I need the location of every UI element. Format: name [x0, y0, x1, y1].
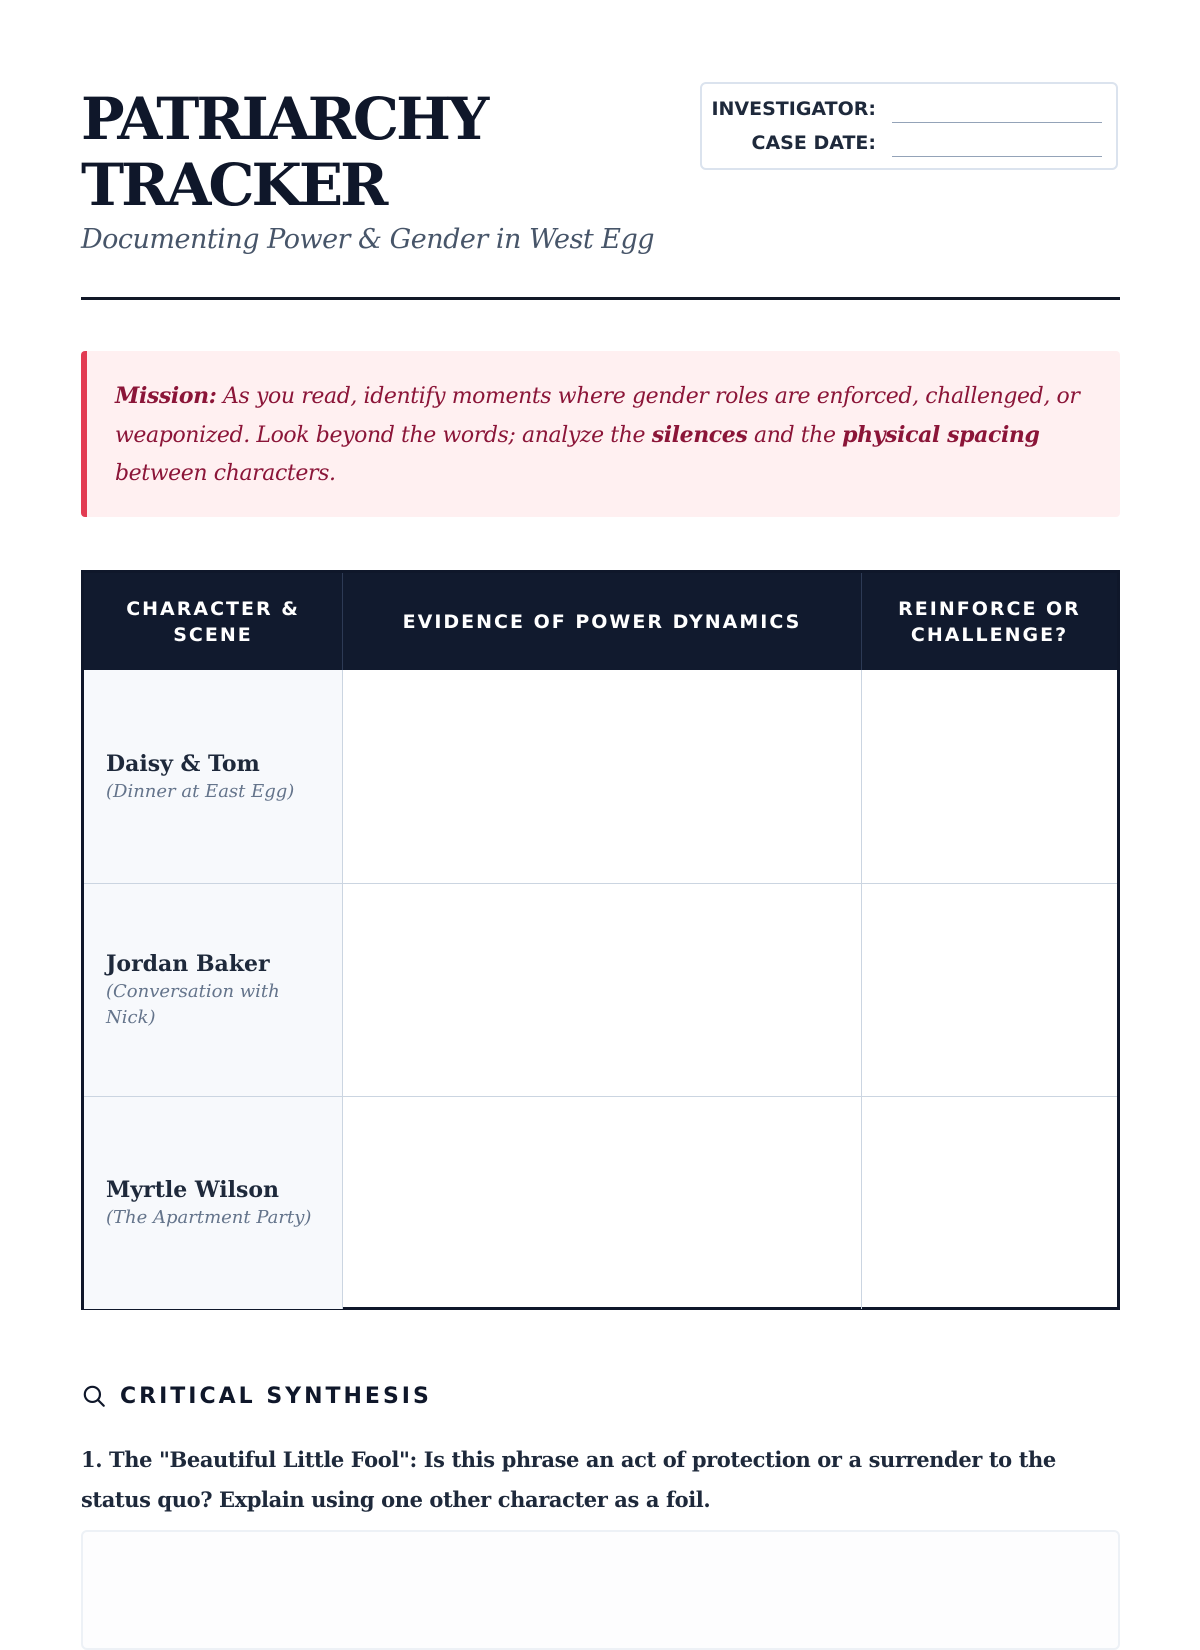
mission-text-1: As you read, identify moments where gender roles are enforced, challenged, or weaponized. Look beyond the words; analyze the — [115, 384, 1080, 448]
mission-callout — [81, 351, 1120, 517]
investigator-field[interactable] — [892, 122, 1102, 123]
column-header-evidence: EVIDENCE OF POWER DYNAMICS — [343, 573, 862, 670]
title-line-2: TRACKER — [81, 151, 386, 219]
table-row — [84, 1096, 1117, 1309]
investigator-box — [700, 82, 1118, 170]
column-header-character: CHARACTER & SCENE — [84, 573, 343, 670]
worksheet-page — [81, 0, 1120, 1600]
table-row — [84, 670, 1117, 883]
search-icon — [81, 1383, 107, 1409]
mission-text-2: and the — [747, 423, 843, 448]
character-info — [106, 1175, 320, 1231]
section-title: CRITICAL SYNTHESIS — [120, 1383, 432, 1409]
mission-text-3: between characters. — [115, 461, 336, 486]
synthesis-question-1: 1. The "Beautiful Little Fool": Is this phrase an act of protection or a surrender to the status quo? Explain using one other character as a foil. — [81, 1447, 1056, 1512]
column-header-verdict: REINFORCE OR CHALLENGE? — [898, 597, 1081, 646]
character-cell — [84, 1097, 343, 1309]
case-date-row — [702, 130, 1116, 160]
verdict-cell[interactable] — [862, 670, 1117, 883]
investigator-label: INVESTIGATOR: — [711, 98, 876, 120]
investigator-row — [702, 96, 1116, 126]
worksheet-header — [81, 82, 1120, 300]
evidence-cell[interactable] — [343, 670, 862, 883]
character-scene: (Dinner at East Egg) — [106, 780, 295, 802]
page-title — [81, 86, 641, 218]
character-scene: (The Apartment Party) — [106, 1207, 312, 1228]
case-date-label: CASE DATE: — [751, 132, 876, 154]
table-row — [84, 883, 1117, 1096]
mission-label: Mission: — [115, 383, 217, 409]
case-date-field[interactable] — [892, 156, 1102, 157]
answer-field-1[interactable] — [81, 1530, 1120, 1650]
character-cell — [84, 670, 343, 883]
character-name: Jordan Baker — [106, 951, 270, 977]
character-info — [106, 949, 320, 1031]
table-header — [84, 573, 1117, 670]
mission-emphasis-spacing: physical spacing — [842, 422, 1040, 448]
evidence-cell[interactable] — [343, 1097, 862, 1309]
section-heading — [81, 1380, 1120, 1412]
critical-synthesis-section — [81, 1380, 1120, 1512]
power-dynamics-table — [81, 570, 1120, 1310]
page-subtitle: Documenting Power & Gender in West Egg — [81, 224, 655, 255]
character-name: Myrtle Wilson — [106, 1177, 279, 1203]
title-line-1: PATRIARCHY — [81, 85, 487, 153]
evidence-cell[interactable] — [343, 884, 862, 1096]
mission-emphasis-silences: silences — [651, 422, 748, 448]
verdict-cell[interactable] — [862, 884, 1117, 1096]
character-name: Daisy & Tom — [106, 750, 260, 777]
character-cell — [84, 884, 343, 1096]
character-info — [106, 749, 320, 805]
verdict-cell[interactable] — [862, 1097, 1117, 1309]
character-scene: (Conversation with Nick) — [106, 981, 280, 1028]
